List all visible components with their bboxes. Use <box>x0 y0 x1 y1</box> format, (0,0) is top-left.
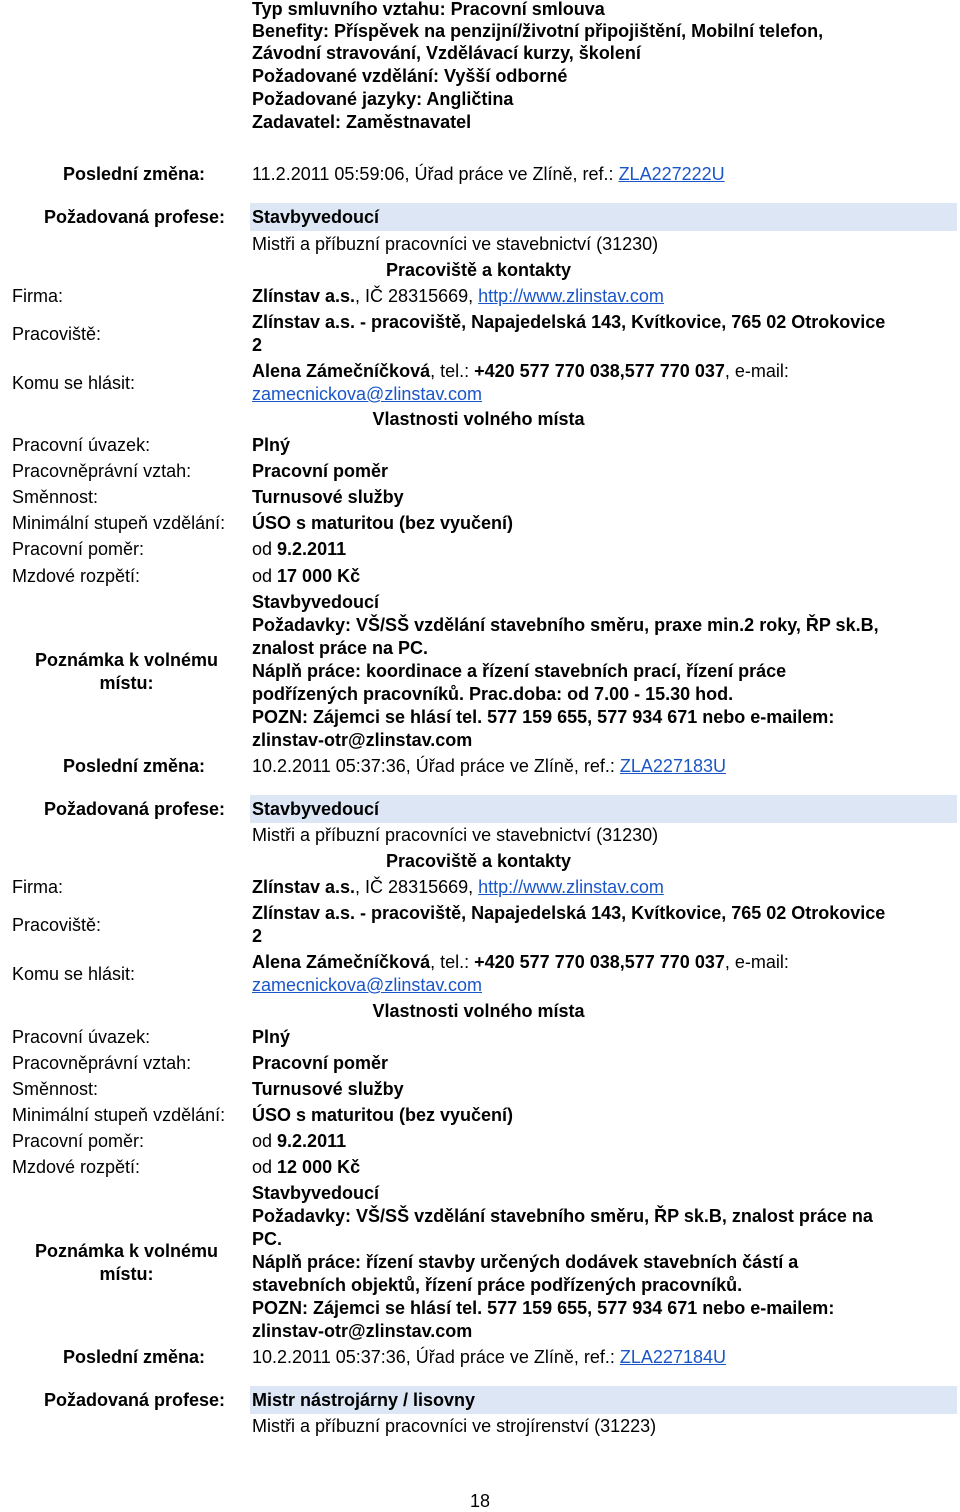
workplace-value-2: 2 <box>252 335 263 355</box>
note-label-1: Poznámka k volnému <box>34 650 219 670</box>
employment-label: Pracovněprávní vztah: <box>12 461 192 481</box>
employment-label: Pracovněprávní vztah: <box>12 1053 192 1073</box>
submitter-line: Zadavatel: Zaměstnavatel <box>252 112 472 132</box>
salary-label: Mzdové rozpětí: <box>12 1157 141 1177</box>
note-line: Stavbyvedoucí <box>252 1183 380 1203</box>
workplace-label: Pracoviště: <box>12 324 102 344</box>
last-change-value: 11.2.2011 05:59:06, Úřad práce ve Zlíně, ref.: ZLA227222U <box>252 164 725 184</box>
contract-type-line: Typ smluvního vztahu: Pracovní smlouva <box>252 0 605 19</box>
workplace-value-1: Zlínstav a.s. - pracoviště, Napajedelská 143, Kvítkovice, 765 02 Otrokovice <box>252 312 886 332</box>
last-change-value: 10.2.2011 05:37:36, Úřad práce ve Zlíně, ref.: ZLA227184U <box>252 1347 726 1367</box>
note-label-2: místu: <box>99 673 154 693</box>
note-line: Požadavky: VŠ/SŠ vzdělání stavebního směru, praxe min.2 roky, ŘP sk.B, <box>252 615 879 635</box>
profession-label: Požadovaná profese: <box>43 799 225 819</box>
profession-value: Stavbyvedoucí <box>252 207 380 227</box>
contact-value: Alena Zámečníčková, tel.: +420 577 770 038,577 770 037, e-mail: <box>252 361 789 381</box>
ref-link[interactable]: ZLA227222U <box>618 164 725 184</box>
min-education-value: ÚSO s maturitou (bez vyučení) <box>252 1105 514 1125</box>
start-value: od 9.2.2011 <box>252 539 347 559</box>
salary-label: Mzdové rozpětí: <box>12 566 141 586</box>
company-web-link[interactable]: http://www.zlinstav.com <box>478 286 664 306</box>
note-line: POZN: Zájemci se hlásí tel. 577 159 655, 577 934 671 nebo e-mailem: <box>252 707 835 727</box>
employment-value: Pracovní poměr <box>252 461 389 481</box>
note-line: stavebních objektů, řízení práce podřízených pracovníků. <box>252 1275 743 1295</box>
company-web-link[interactable]: http://www.zlinstav.com <box>478 877 664 897</box>
company-value: Zlínstav a.s., IČ 28315669, http://www.zlinstav.com <box>252 286 664 306</box>
last-change-label: Poslední změna: <box>62 164 205 184</box>
last-change-label: Poslední změna: <box>62 1347 205 1367</box>
workplace-label: Pracoviště: <box>12 915 102 935</box>
company-value: Zlínstav a.s., IČ 28315669, http://www.zlinstav.com <box>252 877 664 897</box>
ref-link[interactable]: ZLA227184U <box>619 1347 726 1367</box>
note-line: POZN: Zájemci se hlásí tel. 577 159 655, 577 934 671 nebo e-mailem: <box>252 1298 835 1318</box>
company-label: Firma: <box>12 877 63 897</box>
last-change-label: Poslední změna: <box>62 756 205 776</box>
workplace-value-1: Zlínstav a.s. - pracoviště, Napajedelská 143, Kvítkovice, 765 02 Otrokovice <box>252 903 886 923</box>
contact-email-link[interactable]: zamecnickova@zlinstav.com <box>252 384 483 404</box>
company-label: Firma: <box>12 286 63 306</box>
shifts-value: Turnusové služby <box>252 1079 404 1099</box>
note-line: zlinstav-otr@zlinstav.com <box>252 1321 473 1341</box>
min-education-value: ÚSO s maturitou (bez vyučení) <box>252 513 514 533</box>
profession-label: Požadovaná profese: <box>43 1390 225 1410</box>
contacts-heading: Pracoviště a kontakty <box>385 260 572 280</box>
cz-isco-value: Mistři a příbuzní pracovníci ve stavebnictví (31230) <box>252 234 659 254</box>
education-line: Požadované vzdělání: Vyšší odborné <box>252 66 568 86</box>
ref-link[interactable]: ZLA227183U <box>619 756 726 776</box>
workload-value: Plný <box>252 1027 291 1047</box>
profession-label: Požadovaná profese: <box>43 207 225 227</box>
note-line: Stavbyvedoucí <box>252 592 380 612</box>
profession-value: Stavbyvedoucí <box>252 799 380 819</box>
cz-isco-value: Mistři a příbuzní pracovníci ve stavebnictví (31230) <box>252 825 659 845</box>
note-label-1: Poznámka k volnému <box>34 1241 219 1261</box>
note-label-2: místu: <box>99 1264 154 1284</box>
note-line: Náplň práce: koordinace a řízení stavebních prací, řízení práce <box>252 661 787 681</box>
workload-label: Pracovní úvazek: <box>12 435 151 455</box>
employment-value: Pracovní poměr <box>252 1053 389 1073</box>
page-number: 18 <box>469 1491 491 1511</box>
note-line: zlinstav-otr@zlinstav.com <box>252 730 473 750</box>
min-education-label: Minimální stupeň vzdělání: <box>12 513 226 533</box>
note-line: znalost práce na PC. <box>252 638 429 658</box>
shifts-value: Turnusové služby <box>252 487 404 507</box>
min-education-label: Minimální stupeň vzdělání: <box>12 1105 226 1125</box>
workload-label: Pracovní úvazek: <box>12 1027 151 1047</box>
properties-heading: Vlastnosti volného místa <box>372 1001 585 1021</box>
contact-label: Komu se hlásit: <box>12 964 136 984</box>
contact-value: Alena Zámečníčková, tel.: +420 577 770 038,577 770 037, e-mail: <box>252 952 789 972</box>
profession-value: Mistr nástrojárny / lisovny <box>252 1390 476 1410</box>
note-line: PC. <box>252 1229 283 1249</box>
start-label: Pracovní poměr: <box>12 539 145 559</box>
contact-email-link[interactable]: zamecnickova@zlinstav.com <box>252 975 483 995</box>
workplace-value-2: 2 <box>252 926 263 946</box>
salary-value: od 17 000 Kč <box>252 566 361 586</box>
note-line: Požadavky: VŠ/SŠ vzdělání stavebního směru, ŘP sk.B, znalost práce na <box>252 1206 873 1226</box>
contacts-heading: Pracoviště a kontakty <box>385 851 572 871</box>
shifts-label: Směnnost: <box>12 1079 99 1099</box>
benefits-line-1: Benefity: Příspěvek na penzijní/životní připojištění, Mobilní telefon, <box>252 21 824 41</box>
properties-heading: Vlastnosti volného místa <box>372 409 585 429</box>
contact-label: Komu se hlásit: <box>12 373 136 393</box>
note-line: podřízených pracovníků. Prac.doba: od 7.00 - 15.30 hod. <box>252 684 734 704</box>
start-value: od 9.2.2011 <box>252 1131 347 1151</box>
salary-value: od 12 000 Kč <box>252 1157 361 1177</box>
workload-value: Plný <box>252 435 291 455</box>
note-line: Náplň práce: řízení stavby určených dodávek stavebních částí a <box>252 1252 799 1272</box>
start-label: Pracovní poměr: <box>12 1131 145 1151</box>
shifts-label: Směnnost: <box>12 487 99 507</box>
languages-line: Požadované jazyky: Angličtina <box>252 89 514 109</box>
last-change-value: 10.2.2011 05:37:36, Úřad práce ve Zlíně, ref.: ZLA227183U <box>252 756 726 776</box>
cz-isco-value: Mistři a příbuzní pracovníci ve strojírenství (31223) <box>252 1416 657 1436</box>
benefits-line-2: Závodní stravování, Vzdělávací kurzy, školení <box>252 43 641 63</box>
